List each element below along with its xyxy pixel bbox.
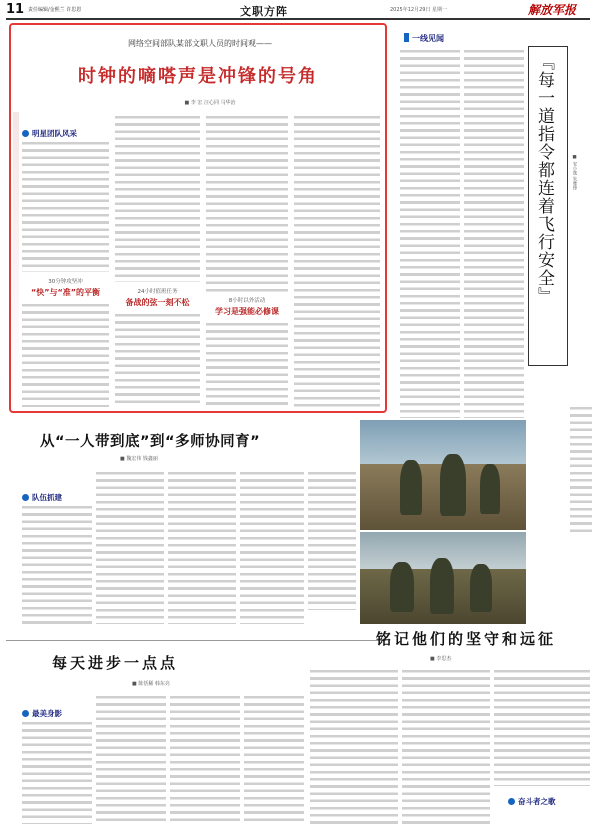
article-kicker: 网络空间部队某部文职人员的时间观—— xyxy=(128,39,272,48)
bullet-icon xyxy=(22,130,29,137)
article-column-2 xyxy=(115,114,200,282)
subhead-strivers-song: 奋斗者之歌 xyxy=(508,796,556,807)
bullet-icon xyxy=(22,494,29,501)
article-column-4 xyxy=(294,114,380,407)
article-column-3 xyxy=(206,114,288,292)
bottom-left-column-3 xyxy=(170,694,240,824)
subhead-tag-3: 8小时以外活动 xyxy=(228,298,266,304)
bottom-left-column-4 xyxy=(244,694,304,824)
bottom-left-column-2 xyxy=(96,694,166,824)
subhead-team-building: 队伍抓建 xyxy=(22,492,62,503)
bullet-icon xyxy=(22,710,29,717)
bottom-left-headline: 每天进步一点点 xyxy=(52,654,179,672)
bottom-right-byline: ■ 李思杰 xyxy=(430,656,452,662)
vertical-headline-box xyxy=(528,46,568,366)
feature-column-5 xyxy=(308,470,356,610)
subhead-balance: “快”与“准”的平衡 xyxy=(30,288,101,297)
article-headline: 时钟的嘀嗒声是冲锋的号角 xyxy=(78,66,318,87)
subhead-tag-1: 30分钟攻坚冲 xyxy=(48,279,83,285)
header-rule xyxy=(6,18,590,20)
right-column-text-2 xyxy=(464,48,524,418)
newspaper-logo: 解放军报 xyxy=(528,3,577,17)
issue-date: 2025年12月29日 星期一 xyxy=(390,7,448,13)
article-byline: ■ 李 宏 汪心同 马华治 xyxy=(184,100,236,106)
photo-soldiers-field xyxy=(360,420,526,530)
bottom-right-column-3 xyxy=(494,668,590,786)
page-number: 11 xyxy=(6,2,25,17)
subhead-readiness: 备战的弦一刻不松 xyxy=(125,298,190,307)
marker-icon xyxy=(404,33,409,42)
vertical-byline: ■ 安小逸 朱雅锋 xyxy=(572,155,577,190)
feature-column-2 xyxy=(96,470,164,624)
feature-column-1 xyxy=(22,504,92,624)
subhead-tag-2: 24小时值班任务 xyxy=(137,289,178,295)
page-header xyxy=(0,0,596,20)
bullet-icon xyxy=(508,798,515,805)
bottom-left-byline: ■ 陈恬稀 韩东亮 xyxy=(132,681,170,687)
subhead-learning: 学习是强能必修课 xyxy=(215,307,279,316)
divider xyxy=(6,640,386,641)
photo-note xyxy=(570,405,592,535)
bottom-right-column-1 xyxy=(310,668,398,824)
article-column-2b xyxy=(115,312,200,407)
photo-training-team xyxy=(360,532,526,624)
feature-headline: 从“一人带到底”到“多师协同育” xyxy=(40,434,261,450)
section-title: 文职方阵 xyxy=(240,5,288,18)
bottom-right-headline: 铭记他们的坚守和远征 xyxy=(376,630,557,648)
decorative-strip xyxy=(13,112,19,407)
right-column-text-1 xyxy=(400,48,460,418)
article-column-3b xyxy=(206,321,288,407)
article-column-1b xyxy=(22,302,109,407)
subhead-best-figures: 最美身影 xyxy=(22,708,62,719)
feature-byline: ■ 魏宏伟 钱鑫丽 xyxy=(120,456,158,462)
article-column-1 xyxy=(22,140,109,272)
vertical-headline: 『每一道指令都连着飞行安全』 xyxy=(534,53,554,305)
subhead-team: 明星团队风采 xyxy=(22,128,77,139)
feature-column-4 xyxy=(240,470,304,624)
bottom-right-column-2 xyxy=(402,668,490,824)
bottom-left-column-1 xyxy=(22,720,92,824)
editor-credit: 责任编辑/金熙兰 许思恩 xyxy=(28,7,82,13)
right-column-title: 一线见闻 xyxy=(404,33,444,44)
feature-column-3 xyxy=(168,470,236,624)
